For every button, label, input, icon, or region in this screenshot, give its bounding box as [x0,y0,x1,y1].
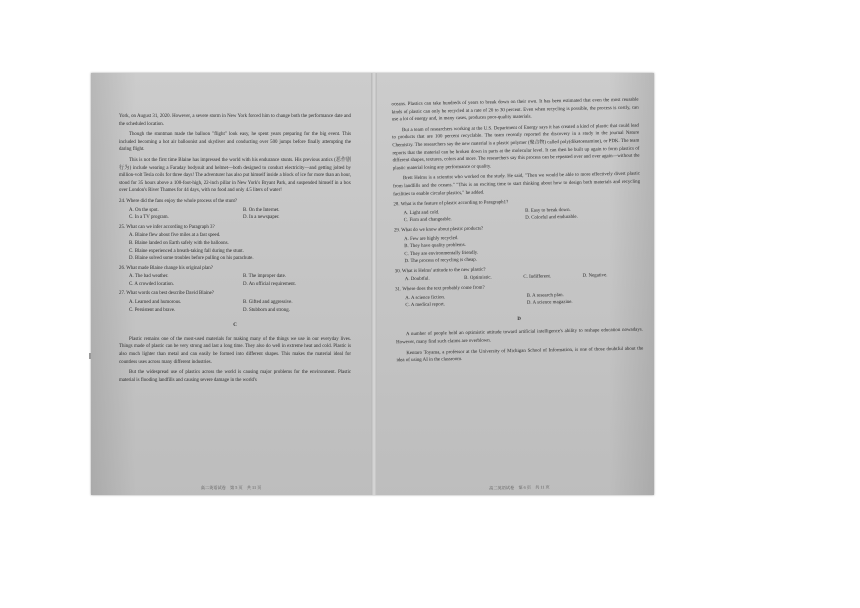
paragraph: Though the stuntman made the balloon "flight" look easy, he spent years preparing for the big event. This included becoming a hot air balloonist and skydiver and conducting over 500 jumps before finally attempting the daring flight. [119,132,351,153]
option: D. An official requirement. [243,281,297,287]
question-stem: 26. What made Blaine change his original plan? [119,265,213,271]
option: C. A medical report. [405,302,445,309]
option: C. In a TV program. [129,215,169,221]
option: A. On the spot. [129,207,159,213]
question-26 [119,265,351,289]
page-footer: 高二英语试卷 第 5 页 共 11 页 [200,484,262,490]
option: B. Blaine landed on Earth safely with the balloons. [129,240,229,246]
scanned-exam-spread [91,73,654,495]
option: C. They are environmentally friendly. [404,250,479,257]
option: B. They have quality problems. [404,243,466,250]
option: B. A research plan. [526,292,564,299]
option: C. A crowded location. [129,281,174,287]
question-28 [393,197,640,226]
paragraph: But the widespread use of plastics across the world is causing major problems for the environment. Plastic material is flooding landfills and causing severe damage in the world's [119,370,351,383]
question-31 [395,282,642,311]
question-27 [119,290,351,314]
paragraph: This is not the first time Blaine has impressed the world with his endurance stunts. His previous antics (恶作剧行为) include wearing a Faraday bodysuit and helmet—both designed to conduct electricity—and getting jolted by million-volt Tesla coils for three days! The adventurer has also put himself inside a block of ice for more than an hour, stood for 35 hours above a 100-foot-high, 22-inch pillar in New York's Bryant Park, and suspended himself in a box over London's River Thames for 44 days, with no food and only 4.5 liters of water! [119,157,351,194]
passage-continuation: York, on August 31, 2020. However, a severe storm in New York forced him to change both the performance date and the scheduled location. [119,114,351,127]
option: C. Firm and changeable. [403,217,452,224]
question-stem: 31. Where does the text probably come from? [395,285,485,293]
question-stem: 29. What do we know about plastic products? [393,226,484,234]
question-stem: 24. Where did the fans enjoy the whole process of the stunt? [119,198,238,204]
option: A. Few are highly recycled. [404,235,459,242]
paragraph: Plastic remains one of the most-used materials for making many of the things we use in our everyday lives. Things made of plastic can be very strong and last a long time. They also do well in extreme heat and cold. Plastic is also much lighter than metal and can easily be formed into different shapes. This makes the material ideal for countless uses across many different industries. [119,336,351,365]
option: A. The bad weather. [129,274,169,280]
option: B. On the Internet. [243,207,280,213]
paragraph: But a team of researchers working at the U.S. Department of Energy says it has created a kind of plastic that could lead to products that are 100 percent recyclable. The team recently reported the discovery in a study in the journal Nature Chemistry. The researchers say the new material is a plastic polymer (聚合物) called poly(diketoenamine), or PDK. The team reports that the material can be broken down in parts at the molecular level. It can then be built up again to form plastics of different shapes, textures, colors and more. The researchers say this process can be repeated over and over again—without the plastic material losing any performance or quality. [392,123,640,172]
option: D. Colorful and endurable. [525,215,578,222]
page-footer: 高二英语试卷 第 6 页 共 11 页 [489,483,550,491]
paragraph: Kentaro Toyama, a professor at the University of Michigan School of Information, is one of those doubtful about the idea of using AI in the classroom. [396,346,644,364]
left-page [91,73,371,495]
option: B. The improper date. [243,274,286,280]
question-stem: 28. What is the feature of plastic according to Paragraph1? [393,200,509,208]
scan-mark [89,353,91,359]
right-page [373,70,658,497]
option: B. Gifted and aggressive. [243,300,293,306]
option: A. Learned and humorous. [129,300,182,306]
option: A. Doubtful. [404,277,430,283]
option: D. The process of recycling is cheap. [404,258,478,265]
option: D. Negative. [582,273,608,280]
question-stem: 30. What is Helms' attitude to the new plastic? [394,267,486,275]
paragraph: Brett Helms is a scientist who worked on the study. He said, "Then we would be able to more effectively divert plastic from landfills and the oceans." "This is an exciting time to start thinking about how to design both materials and recycling facilities to enable circular plastics," he added. [393,171,641,197]
option: C. Blaine experienced a breath-taking fall during the stunt. [129,248,244,254]
option: D. A science magazine. [526,300,573,307]
section-label: D [517,316,521,322]
option: B. Optimistic. [464,275,492,282]
option: C. Persistent and brave. [129,307,176,313]
question-stem: 27. What words can best describe David Blaine? [119,291,214,297]
option: A. A science fiction. [405,295,446,301]
section-label: C [233,323,237,329]
option: D. In a newspaper. [243,215,280,221]
question-25 [119,224,351,263]
question-29 [394,222,642,266]
question-24 [119,198,351,222]
paragraph: oceans. Plastics can take hundreds of years to break down on their own. It has been estimated that even the most reusable kinds of plastic can only be recycled at a rate of 20 to 30 percent. Even when recycling is possible, the process is costly, can use a lot of energy and, in many cases, produces poor-quality materials. [391,97,639,123]
option: A. Blaine flew about five miles at a fast speed. [129,233,221,239]
paragraph: A number of people hold an optimistic attitude toward artificial intelligence's ability to reshape education nowadays. However, many find such claims are overblown. [396,328,643,346]
question-30 [395,263,642,284]
option: B. Easy to break down. [525,207,571,214]
option: D. Blaine solved some troubles before pulling on his parachute. [129,256,254,262]
option: D. Stubborn and strong. [243,307,290,313]
option: A. Light and cold. [403,210,440,216]
option: C. Indifferent. [523,274,552,281]
question-stem: 25. What can we infer according to Paragraph 3? [119,224,215,230]
